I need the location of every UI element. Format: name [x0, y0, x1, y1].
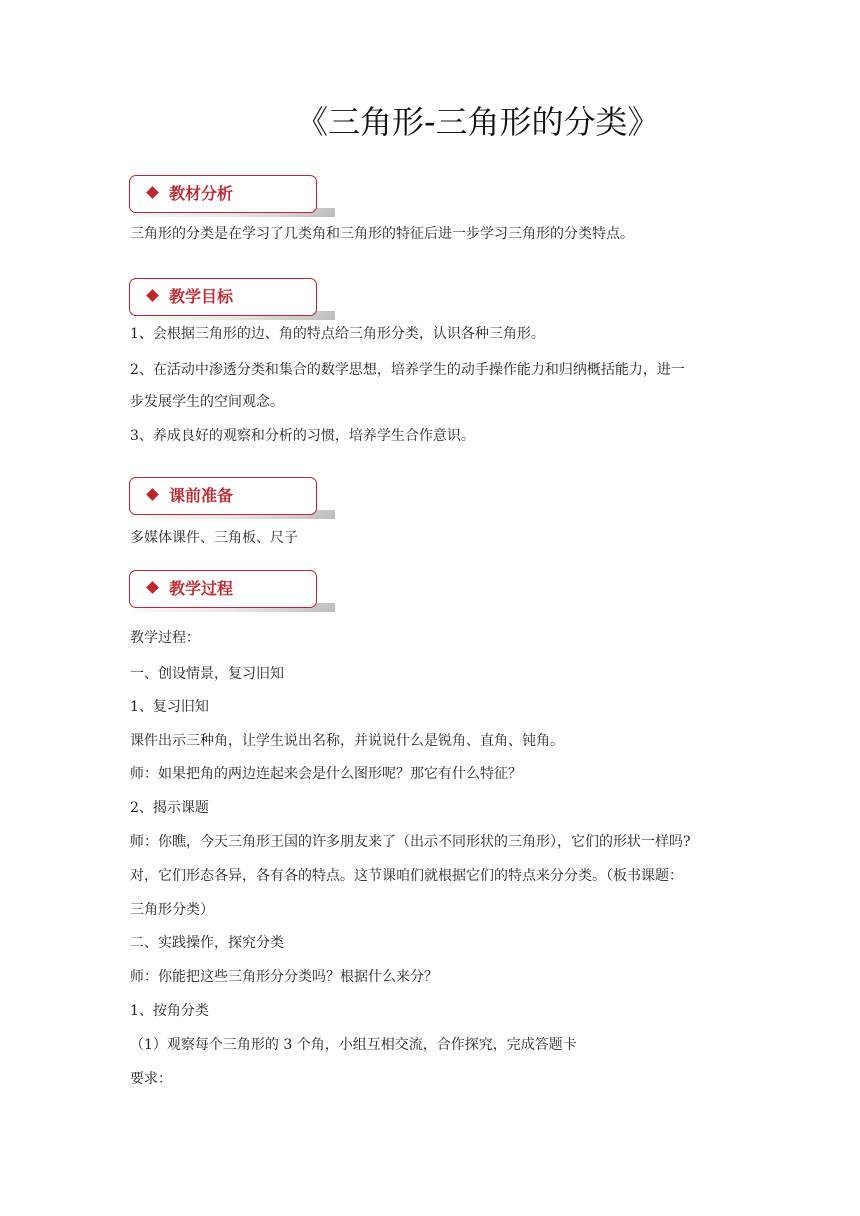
section-header-teaching-goals [129, 278, 319, 318]
paragraph-line: 师：你能把这些三角形分分类吗？根据什么来分？ [130, 969, 438, 985]
paragraph-line: 1、会根据三角形的边、角的特点给三角形分类，认识各种三角形。 [130, 326, 545, 342]
paragraph-line: 三角形分类） [130, 902, 214, 918]
section-header-label: 课前准备 [169, 486, 234, 505]
paragraph-line: 课件出示三种角，让学生说出名称，并说说什么是锐角、直角、钝角。 [130, 733, 564, 749]
paragraph-line: 师：如果把角的两边连起来会是什么图形呢？那它有什么特征？ [130, 766, 522, 782]
section-header-preparation [129, 477, 319, 517]
paragraph-line: 步发展学生的空间观念。 [130, 394, 284, 410]
paragraph-line: 2、揭示课题 [130, 800, 209, 816]
section-header-label: 教学过程 [169, 579, 234, 598]
paragraph-line: 3、养成良好的观察和分析的习惯，培养学生合作意识。 [130, 428, 475, 444]
section-header-teaching-material [129, 175, 319, 215]
document-title: 《三角形-三角形的分类》 [296, 103, 660, 141]
paragraph-line: 一、创设情景，复习旧知 [130, 666, 284, 682]
paragraph-line: 二、实践操作，探究分类 [130, 935, 284, 951]
paragraph-line: 1、按角分类 [130, 1003, 209, 1019]
paragraph-line: 2、在活动中渗透分类和集合的数学思想，培养学生的动手操作能力和归纳概括能力，进一 [130, 362, 685, 378]
paragraph-line: 三角形的分类是在学习了几类角和三角形的特征后进一步学习三角形的分类特点。 [130, 226, 634, 242]
paragraph-line: 对，它们形态各异，各有各的特点。这节课咱们就根据它们的特点来分分类。（板书课题： [130, 868, 683, 884]
paragraph-line: 要求： [130, 1071, 172, 1087]
section-header-label: 教学目标 [169, 287, 234, 306]
paragraph-line: （1）观察每个三角形的 3 个角，小组互相交流，合作探究，完成答题卡 [130, 1037, 577, 1053]
paragraph-line: 师：你瞧，今天三角形王国的许多朋友来了（出示不同形状的三角形），它们的形状一样吗? [130, 834, 691, 850]
section-header-teaching-process [129, 570, 319, 610]
paragraph-line: 多媒体课件、三角板、尺子 [130, 530, 298, 546]
paragraph-line: 教学过程： [130, 630, 200, 646]
paragraph-line: 1、复习旧知 [130, 699, 209, 715]
section-header-label: 教材分析 [169, 184, 234, 203]
